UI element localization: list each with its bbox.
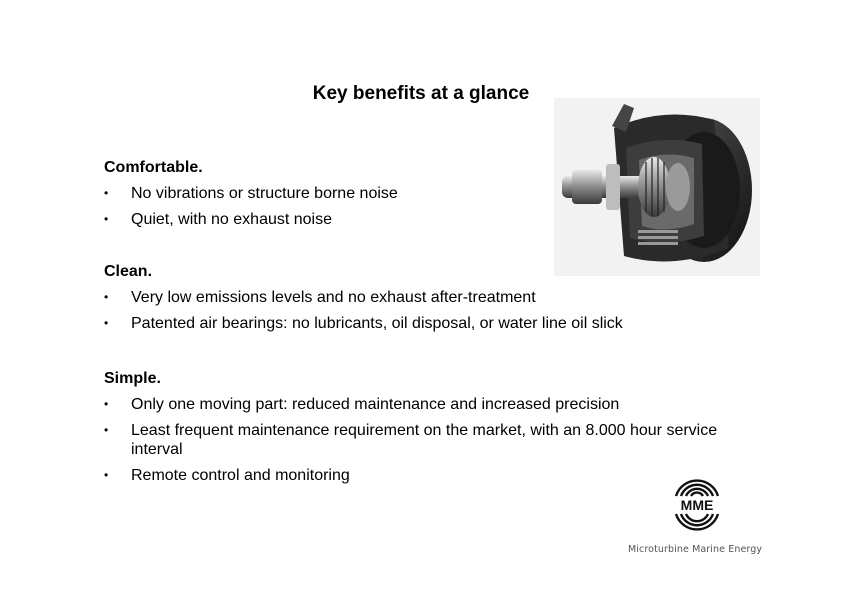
section-heading: Clean. <box>104 263 153 280</box>
list-item <box>104 421 731 459</box>
bullet-dot: • <box>104 186 109 200</box>
list-item-text: Least frequent maintenance requirement on the market, with an 8.000 hour service interval <box>131 422 718 458</box>
bullet-dot: • <box>104 468 109 482</box>
microturbine-cutaway-image <box>554 98 760 276</box>
bullet-dot: • <box>104 423 109 437</box>
section-heading: Simple. <box>104 370 161 387</box>
list-item-text: Patented air bearings: no lubricants, oil disposal, or water line oil slick <box>131 315 623 332</box>
bullet-list <box>104 288 744 333</box>
list-item-text: Remote control and monitoring <box>131 467 350 484</box>
logo-tagline: Microturbine Marine Energy <box>628 544 763 555</box>
list-item-text: Quiet, with no exhaust noise <box>131 211 333 228</box>
mme-logo <box>668 474 726 534</box>
list-item <box>104 466 744 485</box>
list-item-text: No vibrations or structure borne noise <box>131 185 398 202</box>
bullet-dot: • <box>104 316 109 330</box>
list-item <box>104 395 744 414</box>
bullet-dot: • <box>104 290 109 304</box>
bullet-list <box>104 395 744 485</box>
list-item <box>104 288 744 307</box>
bullet-dot: • <box>104 397 109 411</box>
section-heading: Comfortable. <box>104 159 203 176</box>
bullet-dot: • <box>104 212 109 226</box>
list-item <box>104 314 744 333</box>
logo-text: MME <box>680 497 714 513</box>
list-item-text: Very low emissions levels and no exhaust after-treatment <box>131 289 536 306</box>
list-item-text: Only one moving part: reduced maintenance and increased precision <box>131 396 620 413</box>
page-title: Key benefits at a glance <box>312 83 530 104</box>
section-simple <box>104 369 744 492</box>
